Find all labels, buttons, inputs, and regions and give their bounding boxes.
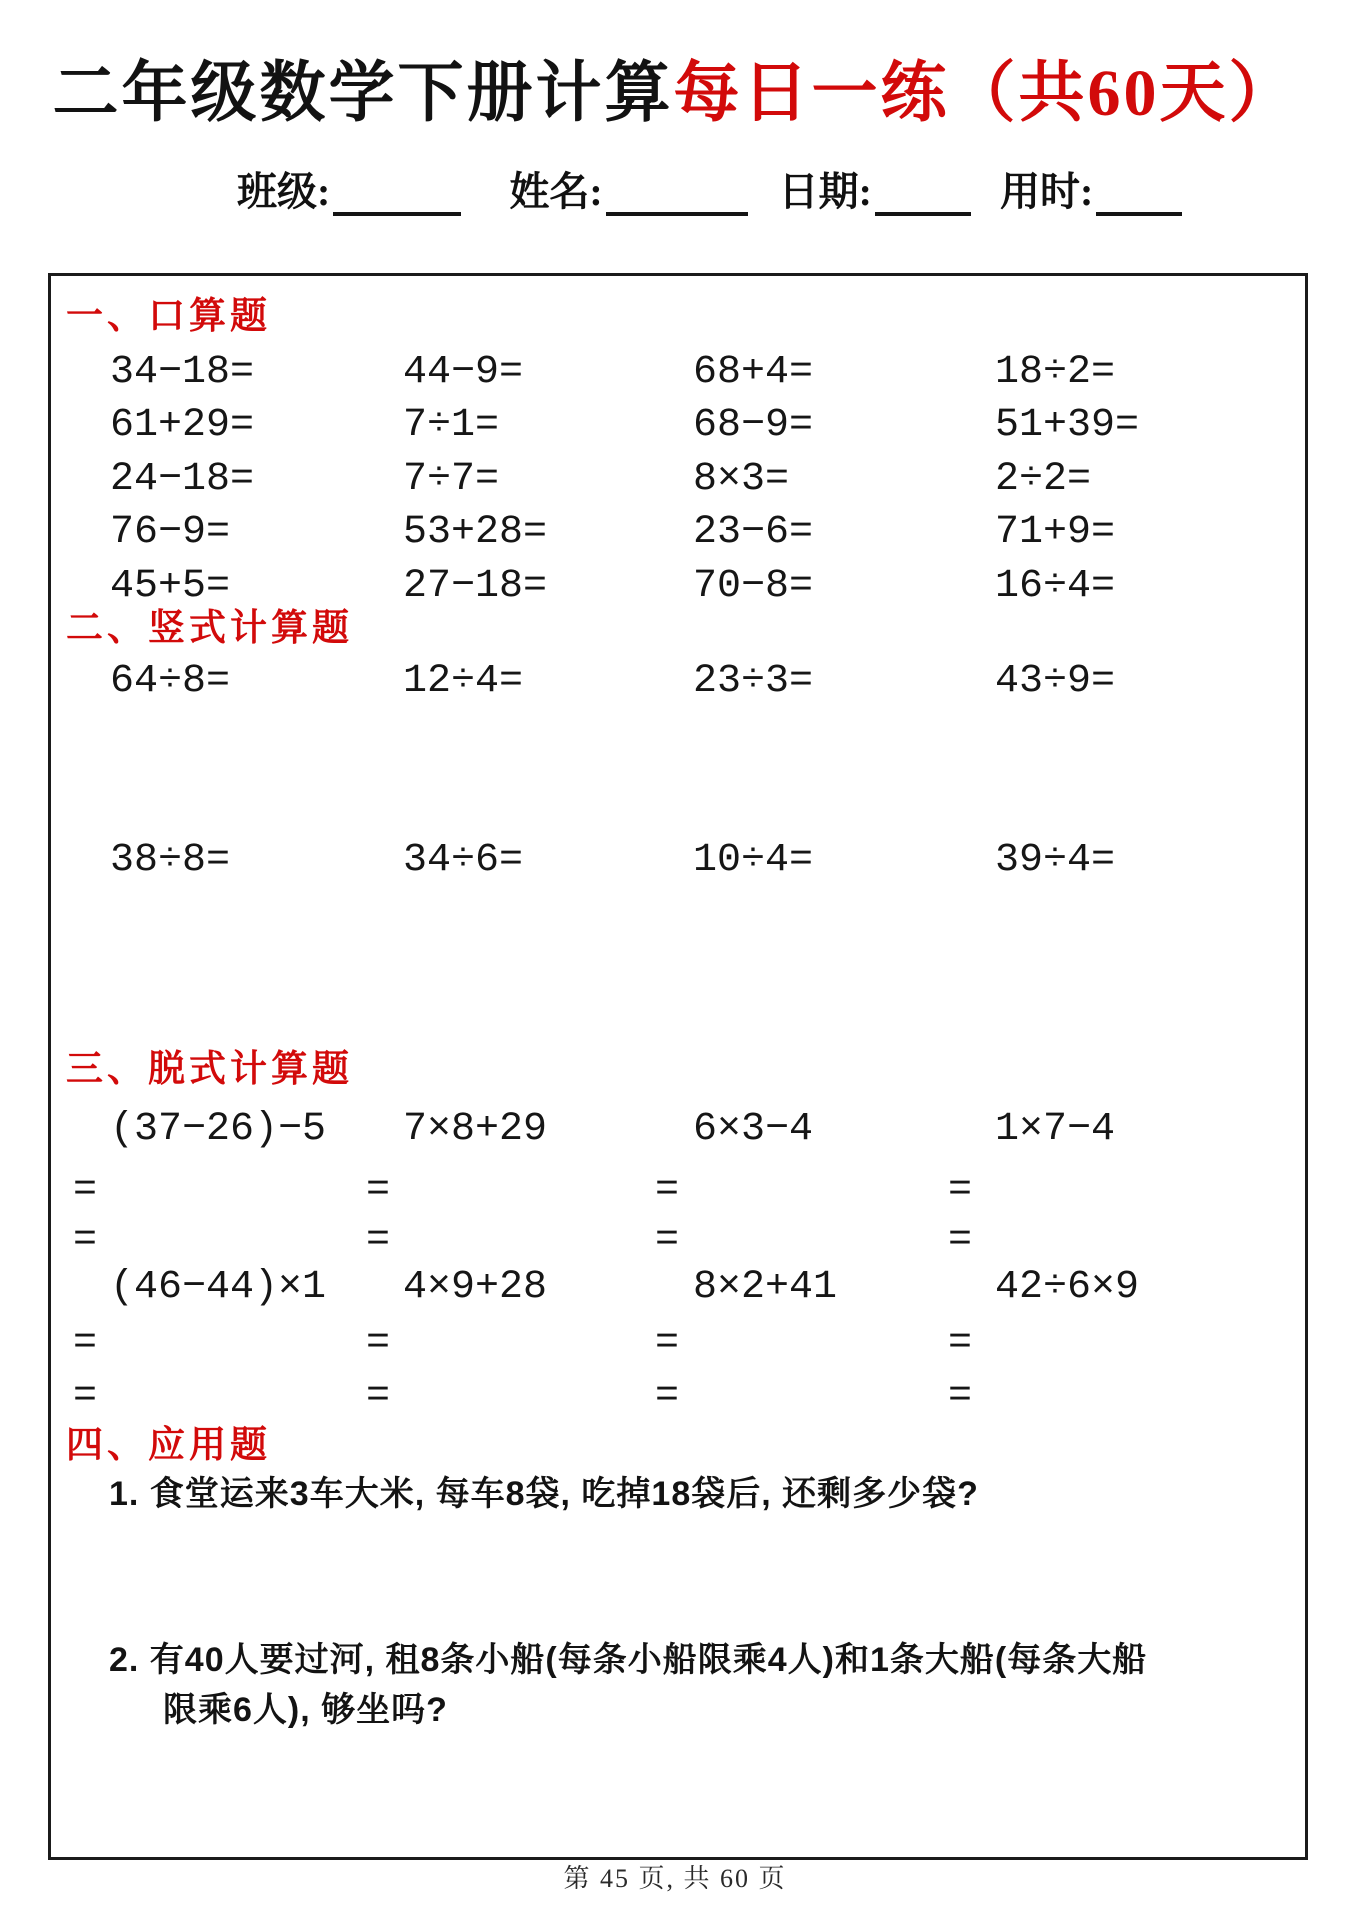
oral-problem: 71+9= <box>995 510 1116 556</box>
equals-sign: = <box>366 1321 391 1366</box>
stepwise-expression: 8×2+41 <box>693 1265 838 1310</box>
vertical-problem: 64÷8= <box>110 659 231 704</box>
equals-sign: = <box>655 1218 680 1263</box>
word-problem-1: 1. 食堂运来3车大米, 每车8袋, 吃掉18袋后, 还剩多少袋? <box>109 1475 979 1513</box>
vertical-problem: 43÷9= <box>995 659 1116 704</box>
equals-sign: = <box>366 1218 391 1263</box>
equals-sign: = <box>73 1218 98 1263</box>
equals-row <box>51 1219 1305 1263</box>
oral-problem: 24−18= <box>110 456 255 502</box>
equals-sign: = <box>948 1168 973 1213</box>
oral-problem: 68−9= <box>693 403 814 449</box>
oral-problem: 51+39= <box>995 403 1140 449</box>
field-class <box>237 168 461 216</box>
field-time-blank-line <box>1096 168 1182 216</box>
oral-problem: 76−9= <box>110 510 231 556</box>
page-title <box>0 56 1350 132</box>
section-title-word: 四、应用题 <box>66 1425 271 1466</box>
vertical-problem: 10÷4= <box>693 838 814 883</box>
field-name-label: 姓名: <box>509 169 603 214</box>
equals-sign: = <box>948 1321 973 1366</box>
stepwise-expression: 7×8+29 <box>403 1107 548 1152</box>
field-time-label: 用时: <box>999 169 1094 214</box>
oral-problem: 23−6= <box>693 510 814 556</box>
oral-problem: 7÷1= <box>403 403 500 449</box>
field-class-blank-line <box>333 168 461 216</box>
page-footer: 第 45 页, 共 60 页 <box>563 1864 787 1893</box>
field-time <box>1000 168 1182 216</box>
equals-sign: = <box>655 1168 680 1213</box>
vertical-problem: 38÷8= <box>110 838 231 883</box>
field-date <box>779 168 971 216</box>
equals-sign: = <box>73 1168 98 1213</box>
equals-row <box>51 1322 1305 1366</box>
header-fields <box>237 168 1182 216</box>
stepwise-expression: 1×7−4 <box>995 1107 1116 1152</box>
equals-sign: = <box>948 1374 973 1419</box>
equals-sign: = <box>948 1218 973 1263</box>
oral-problem: 18÷2= <box>995 350 1116 395</box>
word-problem-2-line-2: 限乘6人), 够坐吗? <box>163 1691 448 1729</box>
equals-sign: = <box>366 1168 391 1213</box>
stepwise-expression: (37−26)−5 <box>110 1107 327 1152</box>
field-name <box>509 168 747 216</box>
oral-problem: 45+5= <box>110 563 231 609</box>
equals-sign: = <box>73 1374 98 1419</box>
field-date-blank-line <box>875 168 971 216</box>
section-title-vertical: 二、竖式计算题 <box>66 608 353 649</box>
worksheet-box <box>48 273 1308 1860</box>
oral-problem: 70−8= <box>693 563 814 609</box>
vertical-problem-row <box>51 660 1305 704</box>
oral-problem: 68+4= <box>693 350 814 395</box>
equals-row <box>51 1169 1305 1213</box>
page-title-black: 二年级数学下册计算 <box>52 57 674 130</box>
field-name-blank-line <box>606 168 748 216</box>
equals-sign: = <box>655 1321 680 1366</box>
stepwise-expression-row <box>51 1108 1305 1152</box>
vertical-problem: 23÷3= <box>693 659 814 704</box>
stepwise-expression-row <box>51 1266 1305 1310</box>
stepwise-expression: 6×3−4 <box>693 1107 814 1152</box>
section-title-oral: 一、口算题 <box>66 296 271 337</box>
equals-row <box>51 1375 1305 1419</box>
oral-problem: 27−18= <box>403 563 548 609</box>
section-title-stepwise: 三、脱式计算题 <box>66 1049 353 1090</box>
oral-problem-grid <box>51 346 1305 613</box>
stepwise-expression: (46−44)×1 <box>110 1265 327 1310</box>
stepwise-expression: 4×9+28 <box>403 1265 548 1310</box>
stepwise-expression: 42÷6×9 <box>995 1265 1140 1310</box>
oral-problem: 8×3= <box>693 456 790 502</box>
word-problem-2-line-1: 2. 有40人要过河, 租8条小船(每条小船限乘4人)和1条大船(每条大船 <box>109 1641 1148 1679</box>
oral-problem: 34−18= <box>110 350 255 395</box>
vertical-problem: 34÷6= <box>403 838 524 883</box>
oral-problem: 53+28= <box>403 510 548 556</box>
vertical-problem-row <box>51 839 1305 883</box>
field-class-label: 班级: <box>237 169 331 214</box>
oral-problem: 61+29= <box>110 403 255 449</box>
equals-sign: = <box>655 1374 680 1419</box>
oral-problem: 7÷7= <box>403 456 500 502</box>
equals-sign: = <box>366 1374 391 1419</box>
page-title-red: 每日一练（共60天） <box>673 57 1298 130</box>
equals-sign: = <box>73 1321 98 1366</box>
field-date-label: 日期: <box>778 169 872 214</box>
vertical-problem: 12÷4= <box>403 659 524 704</box>
oral-problem: 2÷2= <box>995 456 1092 502</box>
vertical-problem: 39÷4= <box>995 838 1116 883</box>
oral-problem: 44−9= <box>403 350 524 395</box>
oral-problem: 16÷4= <box>995 563 1116 609</box>
